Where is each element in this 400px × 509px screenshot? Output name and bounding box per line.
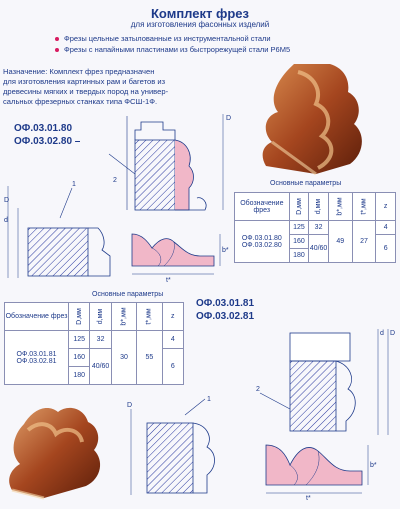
header-b: b*,мм: [328, 193, 352, 221]
svg-text:b*: b*: [222, 247, 229, 254]
header-z: z: [376, 193, 396, 221]
cell-D-2: 160: [69, 349, 90, 367]
svg-text:t*: t*: [166, 277, 171, 284]
page-title: Комплект фрез: [151, 6, 249, 21]
bullet-dot-icon: [55, 48, 59, 52]
cell-z-1: 4: [376, 221, 396, 235]
bullet-item-2: Фрезы с напайными пластинами из быстрорежущей стали Р6М5: [55, 45, 290, 54]
cutter-drawing-2: [2, 178, 132, 288]
kit2-code-2: ОФ.03.02.81: [196, 311, 255, 322]
svg-text:D: D: [226, 115, 232, 122]
header-b: b*,мм: [111, 303, 136, 331]
svg-text:t*: t*: [306, 495, 311, 502]
svg-text:1: 1: [72, 181, 76, 188]
bullet-item-1: Фрезы цельные затылованные из инструментальной стали: [55, 34, 271, 43]
header-designation: Обозначение фрез: [5, 303, 69, 331]
wood-sample-image-1: [258, 62, 368, 177]
cutter-drawing-3: [250, 325, 398, 500]
page-subtitle: для изготовления фасонных изделий: [130, 20, 270, 29]
cell-D-1: 125: [69, 331, 90, 349]
wood-sample-image-2: [4, 400, 114, 500]
kit2-params-label: Основные параметры: [92, 291, 164, 298]
cell-d-2: 40/60: [90, 349, 111, 385]
cell-D-1: 125: [289, 221, 309, 235]
svg-text:d: d: [4, 217, 8, 224]
header-d: d,мм: [309, 193, 329, 221]
header-z: z: [162, 303, 183, 331]
cell-D-3: 180: [69, 367, 90, 385]
cell-D-3: 180: [289, 249, 309, 263]
kit1-params-table: [234, 192, 396, 263]
cell-t: 27: [352, 221, 376, 263]
kit1-params-label: Основные параметры: [270, 180, 342, 187]
svg-text:1: 1: [207, 396, 211, 403]
svg-text:D: D: [127, 402, 133, 409]
header-t: t*,мм: [137, 303, 162, 331]
cell-d-1: 32: [90, 331, 111, 349]
header-D: D,мм: [69, 303, 90, 331]
bullet-dot-icon: [55, 37, 59, 41]
cell-z-2: 6: [162, 349, 183, 385]
svg-text:D: D: [4, 197, 10, 204]
header-t: t*,мм: [352, 193, 376, 221]
purpose-text: Назначение: Комплект фрез предназначен для изготовления картинных рам и багетов из древесины мягких и твердых пород на универ- сальных фрезерных станках типа ФСШ-1Ф.: [3, 67, 169, 106]
cell-d-2: 40/60: [309, 235, 329, 263]
kit1-code-1: ОФ.03.01.80: [14, 123, 73, 134]
profile-drawing-1: [130, 228, 230, 283]
svg-text:D: D: [390, 330, 396, 337]
kit2-code-1: ОФ.03.01.81: [196, 298, 255, 309]
cell-d-1: 32: [309, 221, 329, 235]
cell-z-2: 6: [376, 235, 396, 263]
svg-text:d: d: [380, 330, 384, 337]
cell-b: 49: [328, 221, 352, 263]
cutter-drawing-4: [125, 395, 245, 500]
svg-text:2: 2: [113, 177, 117, 184]
header-d: d,мм: [90, 303, 111, 331]
row-codes: ОФ.03.01.81 ОФ.03.02.81: [5, 331, 69, 385]
row-codes: ОФ.03.01.80 ОФ.03.02.80: [235, 221, 290, 263]
cell-D-2: 160: [289, 235, 309, 249]
cell-z-1: 4: [162, 331, 183, 349]
cell-b: 30: [111, 331, 136, 385]
header-designation: Обозначение фрез: [235, 193, 290, 221]
svg-text:2: 2: [256, 386, 260, 393]
svg-text:b*: b*: [370, 462, 377, 469]
kit2-params-table: [4, 302, 184, 385]
header-D: D,мм: [289, 193, 309, 221]
kit1-code-2: ОФ.03.02.80 –: [14, 136, 81, 147]
cell-t: 55: [137, 331, 162, 385]
